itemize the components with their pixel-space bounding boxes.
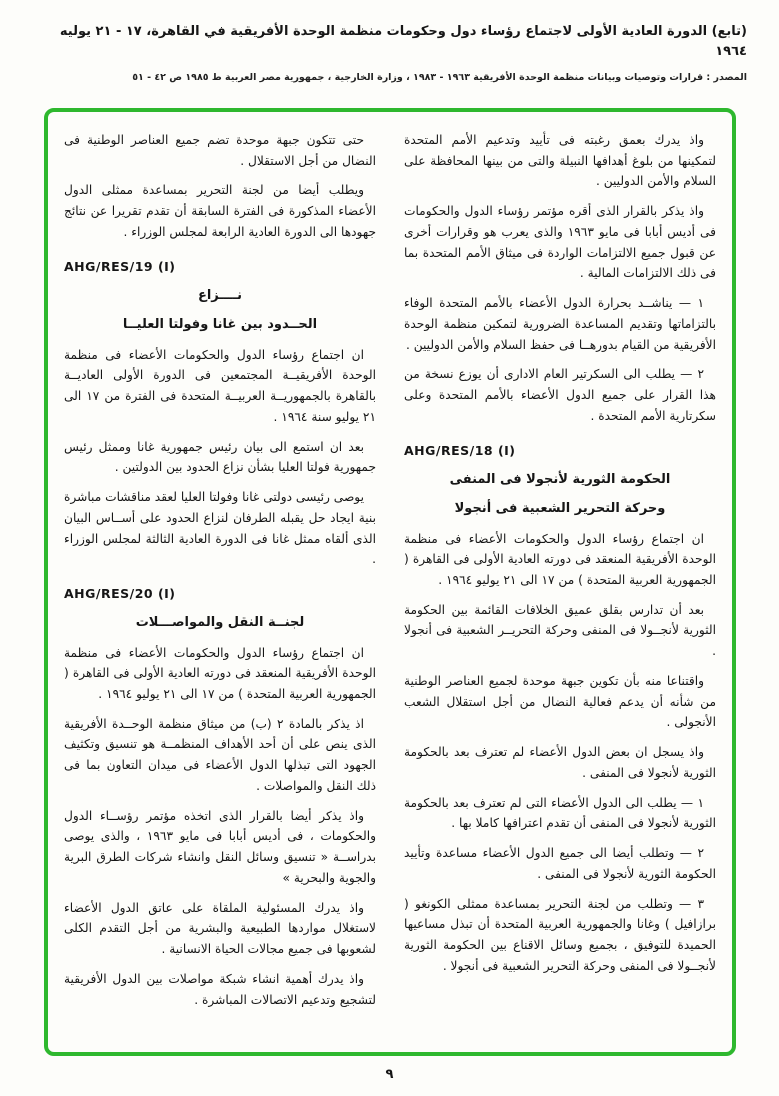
paragraph: ويطلب أيضا من لجنة التحرير بمساعدة ممثلى الدول الأعضاء المذكورة فى الفترة السابقة أن تقدم تقريرا عن نتائج جهودها الى الدورة العادية الرابعة لمجلس الوزراء . (64, 183, 376, 239)
document-title: (تابع) الدورة العادية الأولى لاجتماع رؤساء دول وحكومات منظمة الوحدة الأفريقية في القاهرة، ١٧ - ٢١ يوليه ١٩٦٤ (59, 24, 747, 59)
page-footer (0, 1067, 779, 1082)
paragraph: واذ يذكر بالقرار الذى أقره مؤتمر رؤساء الدول والحكومات فى أديس أبابا فى مايو ١٩٦٣ والذى يعرب هو وقرارات أخرى عن قبول جميع الالتزامات الواردة فى ميثاق الأمم المتحدة بما فى ذلك الالتزامات المالية . (404, 204, 716, 281)
section-heading: لجنــة النقل والمواصـــلات (135, 615, 305, 631)
section-heading: وحركة التحرير الشعبية فى أنجولا (454, 501, 666, 517)
paragraph: اذ يذكر بالمادة ٢ (ب) من ميثاق منظمة الوحــدة الأفريقية الذى ينص على أن أحد الأهداف المنظمــة هو تنسيق وتكثيف الجهود التى تبذلها الدول الأعضاء فى ميدان التعاون بما فى ذلك النقل والمواصلات . (64, 716, 376, 793)
paragraph: بعد ان استمع الى بيان رئيس جمهورية غانا وممثل رئيس جمهورية فولتا العليا بشأن نزاع الحدود بين الدولتين . (64, 439, 376, 475)
section-heading: الحــدود بين غانا وفولتا العليــا (122, 317, 318, 333)
page-header (32, 22, 747, 83)
paragraph: ان اجتماع رؤساء الدول والحكومات الأعضاء فى منظمة الوحدة الأفريقية المنعقد فى دورته العادية الأولى فى القاهرة ( الجمهورية العربية المتحدة ) من ١٧ الى ٢١ يوليو ١٩٦٤ . (404, 531, 716, 588)
resolution-code: AHG/RES/20 (I) (64, 586, 176, 602)
document-source: المصدر : قرارات وتوصيات وبيانات منظمة الوحدة الأفريقية ١٩٦٣ - ١٩٨٣ ، وزارة الخارجية ، جمهورية مصر العربية ط ١٩٨٥ ص ٤٢ - ٥١ (132, 72, 747, 83)
resolution-code: AHG/RES/19 (I) (64, 258, 176, 274)
column-right (404, 130, 716, 1042)
resolution-code: AHG/RES/18 (I) (404, 442, 516, 458)
paragraph: ١ — يناشــد بحرارة الدول الأعضاء بالأمم المتحدة الوفاء بالتزاماتها وتقديم المساعدة الضرورية لتمكين منظمة الوحدة الأفريقية من القيام بدورهــا فى حفظ السلام والأمن الدوليين . (404, 296, 716, 352)
paragraph: واذ يدرك المسئولية الملقاة على عاتق الدول الأعضاء لاستغلال مواردها الطبيعية والبشرية من أجل التقدم الكلى لشعوبها فى جميع مجالات الحياة الانسانية . (64, 900, 376, 957)
paragraph: ٣ — وتطلب من لجنة التحرير بمساعدة ممثلى الكونغو ( برازافيل ) وغانا والجمهورية العربية المتحدة أن تبذل مساعيها الحميدة للتوفيق ، بجميع وسائل الاقناع بين الحكومة الثورية لأنجــولا فى المنفى وحركة التحرير الشعبية فى أنجولا . (404, 896, 716, 973)
paragraph: واذ يدرك بعمق رغبته فى تأييد وتدعيم الأمم المتحدة لتمكينها من بلوغ أهدافها النبيلة والتى من بينها المحافظة على السلام والأمن الدوليين . (404, 133, 716, 189)
paragraph: ان اجتماع رؤساء الدول والحكومات الأعضاء فى منظمة الوحدة الأفريقية المنعقد فى دورته العادية الأولى فى القاهرة ( الجمهورية العربية المتحدة ) من ١٧ الى ٢١ يوليو ١٩٦٤ . (64, 645, 376, 701)
section-heading: نــــزاع (197, 287, 243, 303)
section-heading: الحكومة الثورية لأنجولا فى المنفى (449, 471, 671, 487)
two-column-layout (64, 130, 716, 1042)
paragraph: بعد أن تدارس بقلق عميق الخلافات القائمة بين الحكومة الثورية لأنجــولا فى المنفى وحركة التحريــر الشعبية فى أنجولا . (404, 602, 716, 659)
paragraph: ٢ — يطلب الى السكرتير العام الادارى أن يوزع نسخة من هذا القرار على جميع الدول الأعضاء بالأمم المتحدة وعلى سكرتارية الأمم المتحدة . (404, 367, 716, 423)
paragraph: ان اجتماع رؤساء الدول والحكومات الأعضاء فى منظمة الوحدة الأفريقيــة المجتمعين فى الدورة الأولى العاديــة بالقاهرة بالجمهوريــة العربيــة المتحدة فى الفترة من ١٧ الى ٢١ يوليو سنة ١٩٦٤ . (64, 347, 376, 424)
paragraph: حتى تتكون جبهة موحدة تضم جميع العناصر الوطنية فى النضال من أجل الاستقلال . (64, 133, 376, 168)
paragraph: يوصى رئيسى دولتى غانا وفولتا العليا لعقد مناقشات مباشرة بنية ايجاد حل يقبله الطرفان لنزاع الحدود على أســاس البيان الذى ألقاه ممثل غانا فى الدورة العادية الثالثة لمجلس الوزراء . (64, 490, 376, 567)
page-number: ٩ (385, 1067, 394, 1082)
content-frame (44, 108, 736, 1056)
paragraph: ١ — يطلب الى الدول الأعضاء التى لم تعترف بعد بالحكومة الثورية لأنجولا فى المنفى أن تقدم اعترافها كاملا بها . (404, 795, 716, 831)
paragraph: واذ يذكر أيضا بالقرار الذى اتخذه مؤتمر رؤســاء الدول والحكومات ، فى أديس أبابا فى مايو ١٩٦٣ ، والذى يوصى بدراســة « تنسيق وسائل النقل وانشاء شركات الطرق البرية والجوية والبحرية » (64, 808, 376, 885)
column-left (64, 130, 376, 1042)
paragraph: ٢ — وتطلب أيضا الى جميع الدول الأعضاء مساعدة وتأييد الحكومة الثورية لأنجولا فى المنفى . (404, 846, 716, 881)
paragraph: واذ يدرك أهمية انشاء شبكة مواصلات بين الدول الأفريقية لتشجيع وتدعيم الاتصالات المباشرة . (64, 971, 376, 1007)
paragraph: واقتناعا منه بأن تكوين جبهة موحدة لجميع العناصر الوطنية من شأنه أن يدعم فعالية النضال من أجل استقلال الشعب الأنجولى . (404, 673, 716, 730)
paragraph: واذ يسجل ان بعض الدول الأعضاء لم تعترف بعد بالحكومة الثورية لأنجولا فى المنفى . (404, 745, 716, 780)
